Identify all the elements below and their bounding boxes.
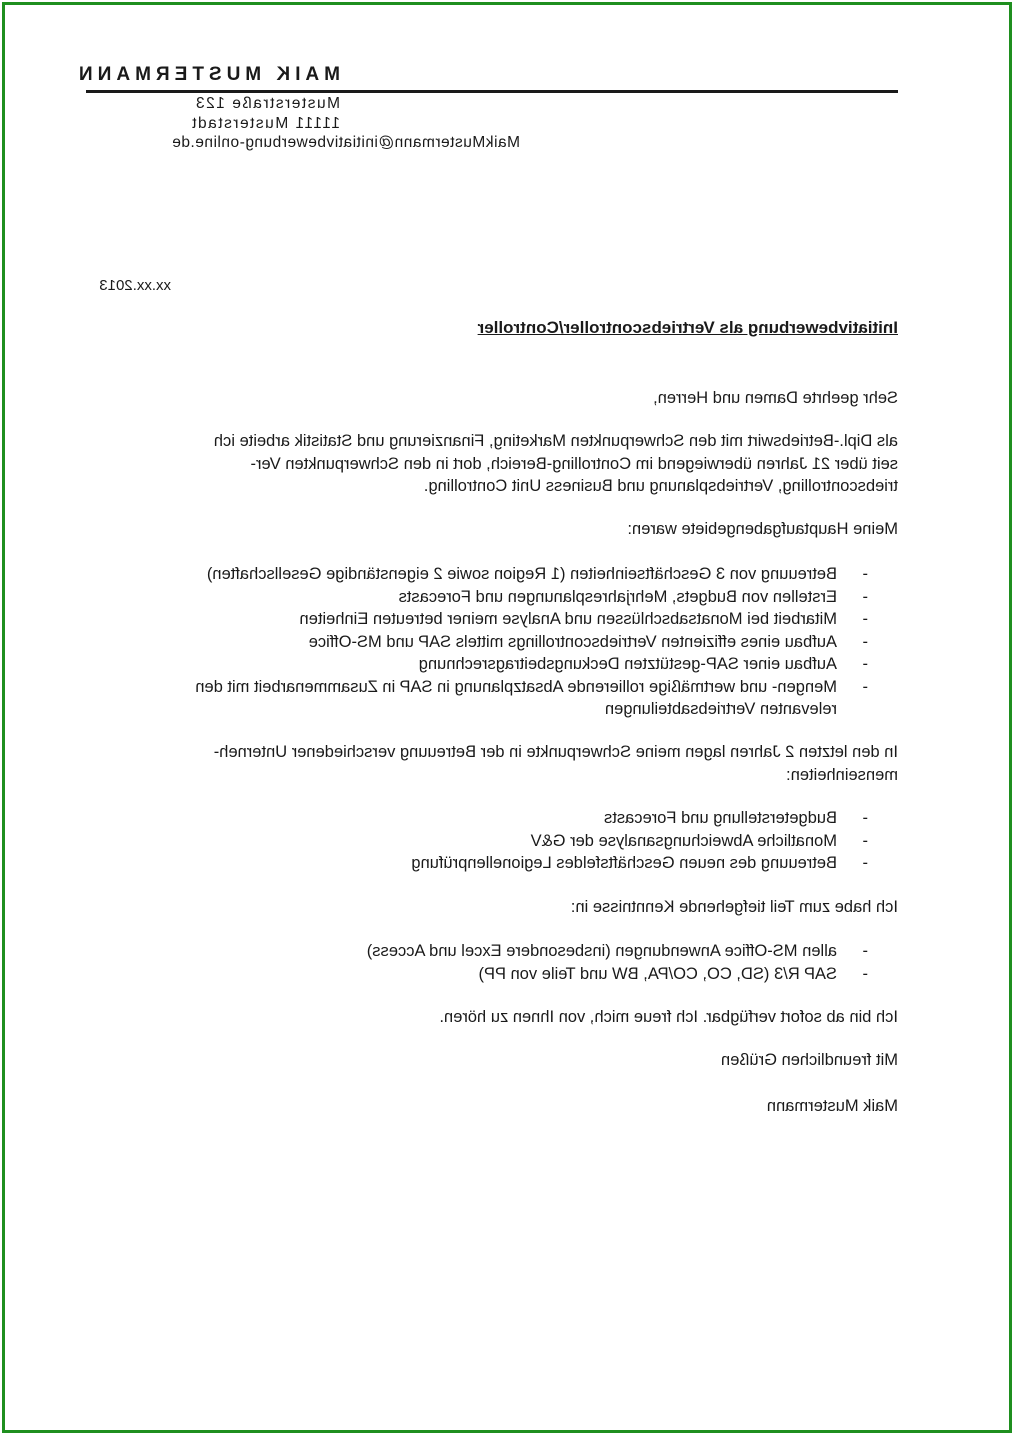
header-divider (86, 90, 898, 93)
list-item-continuation: relevanten Vertriebsabteilungen (604, 700, 837, 718)
list-item-text: Betreuung des neuen Geschäftsfeldes Legionellenprüfung (411, 854, 837, 872)
bullet-dash: - (862, 964, 868, 983)
list-item-text: Monatliche Abweichungsanalyse der G&V (530, 831, 837, 850)
signature (108, 1095, 898, 1118)
availability-paragraph (108, 1006, 898, 1029)
salutation (108, 387, 898, 410)
bullet-dash: - (862, 587, 868, 606)
list-item (100, 852, 870, 875)
sender-email: MaikMustermann@initiativbewerbung-online.de (171, 134, 520, 151)
skills-list (100, 940, 870, 985)
list-item-text: Budgeterstellung und Forecasts (604, 809, 837, 827)
intro-line: als Dipl.-Betriebswirt mit den Schwerpunkten Marketing, Finanzierung und Statistik arbeite ich (213, 432, 898, 450)
list-item-text: SAP R/3 (SD, CO, CO/PA, BW und Teile von PP) (478, 964, 837, 983)
bullet-dash: - (862, 565, 868, 583)
list-item-text: Betreuung von 3 Geschäftseinheiten (1 Region sowie 2 eigenständige Gesellschaften) (206, 565, 837, 583)
list-item (100, 940, 870, 963)
recent-line: menseinheiten: (786, 765, 898, 784)
bullet-dash: - (862, 655, 868, 673)
list-item (100, 830, 870, 853)
list-item-text: Aufbau einer SAP-gestützten Deckungsbeitragsrechnung (418, 655, 837, 673)
intro-line: seit über 21 Jahren überwiegend im Controlling-Bereich, dort in den Schwerpunkten Ver- (250, 454, 898, 473)
list-item (100, 676, 870, 721)
recent-paragraph (108, 741, 898, 786)
list-item (100, 631, 870, 654)
bullet-dash: - (862, 831, 868, 850)
list-item-text: Aufbau eines effizienten Vertriebscontrollings mittels SAP und MS-Office (308, 632, 837, 651)
intro-line: triebscontrolling, Vertriebsplanung und Business Unit Controlling. (423, 477, 898, 495)
list-item-text: allen MS-Office Anwendungen (insbesondere Excel und Access) (366, 942, 837, 960)
skills-heading-text: Ich habe zum Teil tiefgehende Kenntnisse in: (570, 898, 898, 916)
list-item (100, 586, 870, 609)
list-item-text: Mengen- und wertmäßige rollierende Absatzplanung in SAP in Zusammenarbeit mit den (195, 677, 837, 696)
main-tasks-heading-text: Meine Hauptaufgabengebiete waren: (627, 520, 898, 538)
recent-tasks-list (100, 807, 870, 875)
bullet-dash: - (862, 610, 868, 628)
sender-street: Musterstraße 123 (194, 95, 340, 112)
salutation-text: Sehr geehrte Damen und Herren, (653, 389, 898, 407)
list-item (100, 807, 870, 830)
letter-date: xx.xx.2013 (99, 277, 171, 294)
closing-text: Mit freundlichen Grüßen (721, 1051, 898, 1069)
skills-heading (108, 896, 898, 919)
bullet-dash: - (862, 942, 868, 960)
availability-text: Ich bin ab sofort verfügbar. Ich freue mich, von Ihnen zu hören. (439, 1008, 898, 1026)
letter-subject: Initiativbewerbung als Vertriebscontroller/Controller (477, 318, 898, 337)
intro-paragraph (108, 430, 898, 498)
bullet-dash: - (862, 809, 868, 827)
sender-city: 11111 Musterstadt (190, 115, 340, 132)
signature-name: Maik Mustermann (766, 1097, 898, 1115)
bullet-dash: - (862, 854, 868, 872)
list-item-text: Mitarbeit bei Monatsabschlüssen und Analyse meiner betreuten Einheiten (299, 610, 837, 628)
closing (108, 1049, 898, 1072)
list-item (100, 963, 870, 986)
list-item (100, 608, 870, 631)
bullet-dash: - (862, 677, 868, 696)
recent-line: In den letzten 2 Jahren lagen meine Schwerpunkte in der Betreuung verschiedener Unterneh- (213, 743, 898, 761)
main-tasks-list (100, 563, 870, 721)
list-item (100, 653, 870, 676)
main-tasks-heading (108, 518, 898, 541)
list-item (100, 563, 870, 586)
sender-name: MAIK MUSTERMANN (73, 64, 340, 85)
list-item-text: Erstellen von Budgets, Mehrjahresplanungen und Forecasts (398, 587, 837, 606)
bullet-dash: - (862, 632, 868, 651)
